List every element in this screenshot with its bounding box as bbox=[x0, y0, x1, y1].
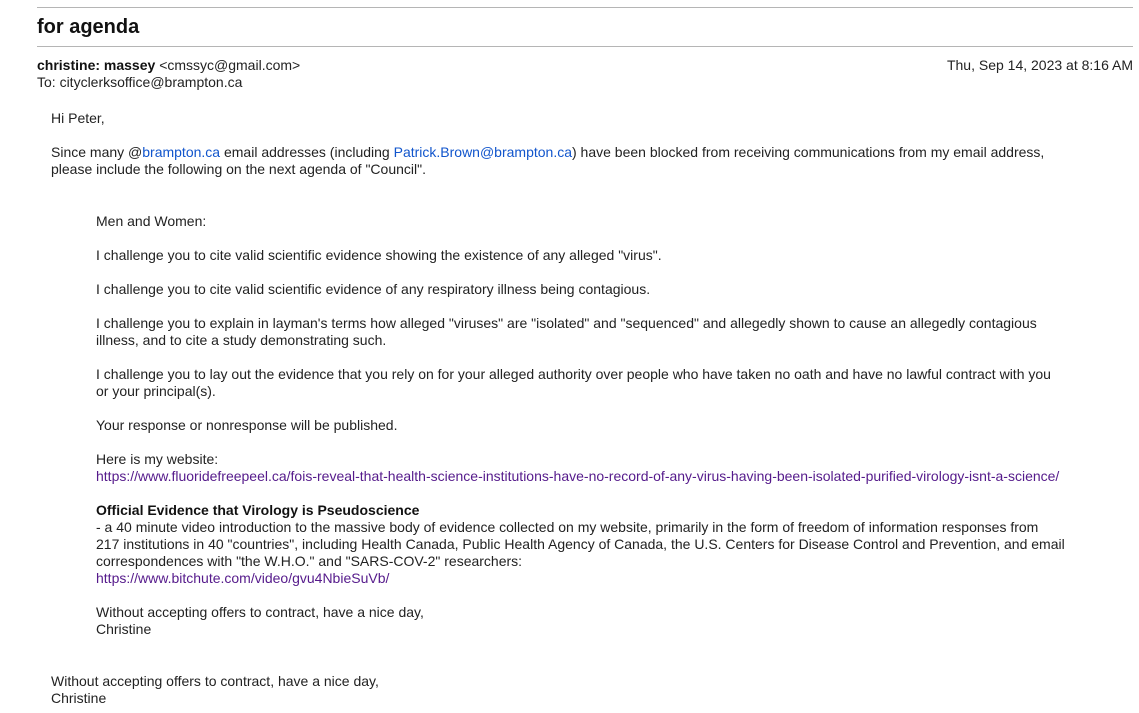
sender-line bbox=[37, 57, 300, 73]
website-link[interactable]: https://www.fluoridefreepeel.ca/fois-reveal-that-health-science-institutions-have-no-record-of-any-virus-having-been-isolated-purified-virology-isnt-a-science/ bbox=[96, 468, 1060, 484]
challenge-3-line-1: I challenge you to explain in layman's terms how alleged "viruses" are "isolated" and "sequenced" and allegedly shown to cause an allegedly contagious bbox=[96, 315, 1037, 331]
intro-start: Since many @ bbox=[51, 144, 143, 160]
brampton-link[interactable]: brampton.ca bbox=[142, 144, 221, 160]
top-divider bbox=[37, 7, 1133, 8]
challenge-1: I challenge you to cite valid scientific evidence showing the existence of any alleged "virus". bbox=[96, 247, 662, 263]
greeting: Hi Peter, bbox=[51, 110, 105, 126]
challenge-2: I challenge you to cite valid scientific evidence of any respiratory illness being contagious. bbox=[96, 281, 651, 297]
closing-block bbox=[51, 673, 1121, 707]
intro-line-1 bbox=[51, 144, 1121, 161]
challenge-3-line-2: illness, and to cite a study demonstrating such. bbox=[96, 332, 387, 348]
sender-email: <cmssyc@gmail.com> bbox=[159, 57, 301, 73]
email-date: Thu, Sep 14, 2023 at 8:16 AM bbox=[946, 57, 1133, 73]
evidence-block bbox=[96, 502, 1126, 587]
challenge-3 bbox=[96, 315, 1126, 349]
evidence-line-3: correspondences with "the W.H.O." and "SARS-COV-2" researchers: bbox=[96, 553, 523, 569]
evidence-line-2: 217 institutions in 40 "countries", including Health Canada, Public Health Agency of Canada, the U.S. Centers for Disease Control and Prevention, and email bbox=[96, 536, 1065, 552]
evidence-title: Official Evidence that Virology is Pseudoscience bbox=[96, 502, 420, 518]
evidence-line-1: - a 40 minute video introduction to the massive body of evidence collected on my website, primarily in the form of freedom of information responses from bbox=[96, 519, 1039, 535]
website-label: Here is my website: bbox=[96, 451, 219, 467]
website-block bbox=[96, 451, 1126, 485]
published-notice: Your response or nonresponse will be published. bbox=[96, 417, 398, 433]
video-link[interactable]: https://www.bitchute.com/video/gvu4NbieSuVb/ bbox=[96, 570, 390, 586]
intro-end: ) have been blocked from receiving communications from my email address, bbox=[572, 144, 1045, 160]
subject-divider bbox=[37, 46, 1133, 47]
challenge-4 bbox=[96, 366, 1126, 400]
intro-middle: email addresses (including bbox=[220, 144, 394, 160]
signature: Christine bbox=[51, 690, 107, 706]
patrick-brown-email-link[interactable]: Patrick.Brown@brampton.ca bbox=[393, 144, 572, 160]
quote-salutation: Men and Women: bbox=[96, 213, 207, 229]
closing: Without accepting offers to contract, have a nice day, bbox=[51, 673, 379, 689]
challenge-4-line-2: or your principal(s). bbox=[96, 383, 216, 399]
quote-signature: Christine bbox=[96, 621, 152, 637]
challenge-4-line-1: I challenge you to lay out the evidence that you rely on for your alleged authority over people who have taken no oath and have no lawful contract with you bbox=[96, 366, 1051, 382]
intro-line-2: please include the following on the next agenda of "Council". bbox=[51, 161, 426, 177]
intro-paragraph bbox=[51, 144, 1121, 178]
quote-closing-block bbox=[96, 604, 1126, 638]
sender-name: christine: massey bbox=[37, 57, 156, 73]
email-subject: for agenda bbox=[37, 16, 140, 38]
recipient-line: To: cityclerksoffice@brampton.ca bbox=[37, 74, 243, 90]
quote-closing: Without accepting offers to contract, have a nice day, bbox=[96, 604, 424, 620]
